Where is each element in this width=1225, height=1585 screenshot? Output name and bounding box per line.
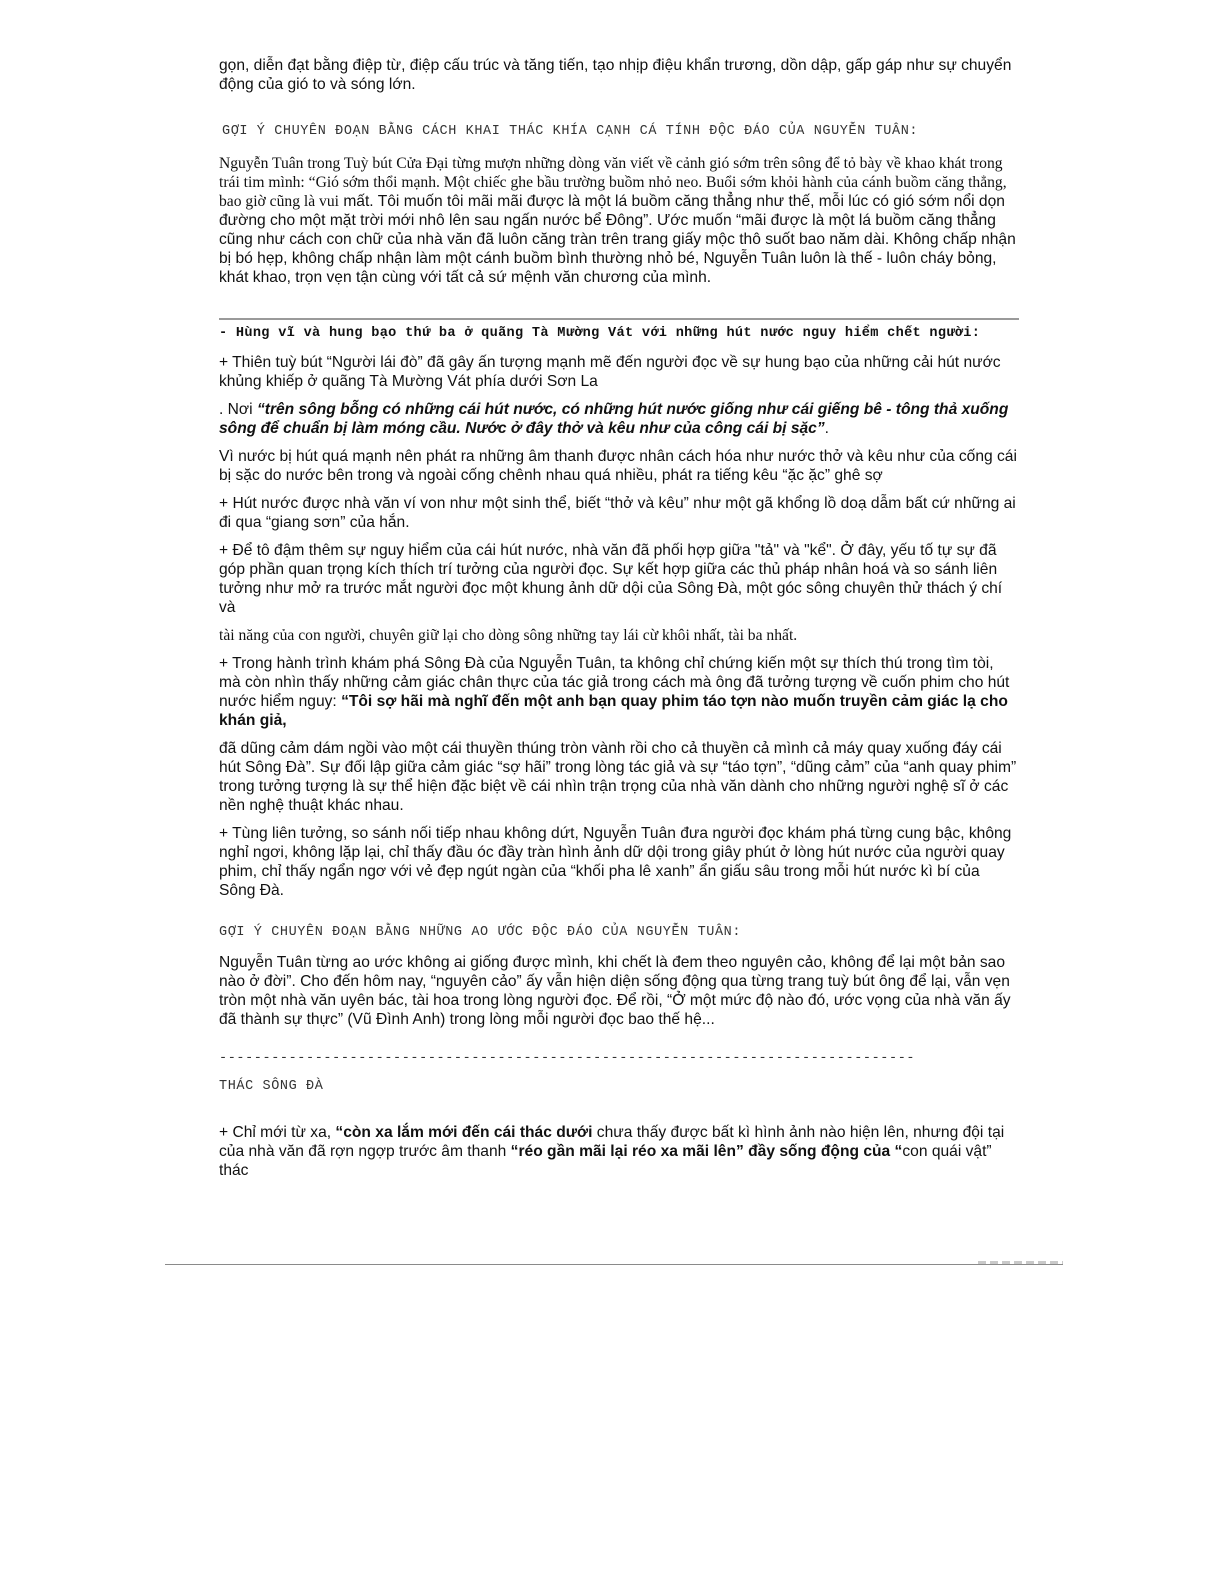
paragraph-noi-prefix: . Nơi [219,401,257,418]
paragraph-thien-tuy-but: + Thiên tuỳ bút “Người lái đò” đã gây ấn tượng mạnh mẽ đến người đọc về sự hung bạo của những cải hút nước khủng khiếp ở quãng Tà Mường Vát phía dưới Sơn La [219,354,1001,390]
paragraph-thac [219,1123,1019,1180]
section-heading-ta-muong-vat: - Hùng vĩ và hung bạo thứ ba ở quãng Tà Mường Vát với những hút nước nguy hiểm chết người: [219,326,981,341]
paragraph-sinh-the: + Hút nước được nhà văn ví von như một sinh thể, biết “thở và kêu” như một gã khổng lồ doạ dẫm bất cứ những ai đi qua “giang sơn” của hắn. [219,495,1016,531]
quote-reo-gan: “réo gần mãi lại réo xa mãi lên” đầy sống động của “ [510,1143,903,1160]
paragraph-nuoc-bi-hut: Vì nước bị hút quá mạnh nên phát ra những âm thanh được nhân cách hóa như nước thở và kêu như của cống cái bị sặc do nước bên trong và ngoài cống chênh nhau quá nhiều, phát ra tiếng kêu “ặc ặc” ghê sợ [219,448,1017,484]
quote-so-hai: “Tôi sợ hãi mà nghĩ đến một anh bạn quay phim táo tợn nào muốn truyền cảm giác lạ cho khán giả, [219,693,1008,729]
paragraph-cua-dai [219,154,1019,287]
paragraph-thac-e: con quái vật” thác [219,1143,992,1179]
paragraph-dung-cam: đã dũng cảm dám ngồi vào một cái thuyền thúng tròn vành rồi cho cả thuyền cả mình cả máy quay xuống đáy cái hút Sông Đà”. Sự đối lập giữa cảm giác “sợ hãi” trong lòng tác giả và sự “táo tợn”, “dũng cảm” của “anh quay phim” trong tưởng tượng là sự thể hiện đặc biệt về cái nhìn trận trọng của nhà văn dành cho những người nghệ sĩ ở các nền nghệ thuật khác nhau. [219,740,1017,814]
dashed-separator: -------------------------------------------------------------------------------- [219,1051,916,1066]
divider-rule [219,318,1019,320]
document-page [219,56,1019,1180]
paragraph-thac-c: chưa thấy được bất kì hình ảnh nào hiện lên, nhưng đội tại của nhà văn đã rợn ngợp trước âm thanh [219,1124,1005,1160]
paragraph-cua-dai-serif: Nguyễn Tuân trong Tuỳ bút Cửa Đại từng mượn những dòng văn viết về cảnh gió sớm trên sông để tỏ bày về khao khát trong trái tim mình: “Gió sớm thổi mạnh. Một chiếc ghe bầu trường buồm nhỏ neo. Buổi sớm khỏi hành của cánh buồm căng thẳng, bao giờ cũng là vui [219,155,1007,210]
paragraph-noi-suffix: . [824,420,829,437]
paragraph-hanh-trinh [219,654,1019,730]
paragraph-hanh-trinh-text: + Trong hành trình khám phá Sông Đà của Nguyễn Tuân, ta không chỉ chứng kiến một sự thích thú trong tìm tòi, mà còn nhìn thấy những cảm giác chân thực của tác giả trong cách mà ông đã tưởng tượng về cuốn phim cho hút nước hiểm nguy: [219,655,1010,710]
paragraph-intro: gọn, diễn đạt bằng điệp từ, điệp cấu trúc và tăng tiến, tạo nhịp điệu khẩn trương, dồn dập, gấp gáp như sự chuyển động của gió to và sóng lớn. [219,57,1012,93]
section-heading-ao-uoc: GỢI Ý CHUYÊN ĐOẠN BẰNG NHỮNG AO ƯỚC ĐỘC ĐÁO CỦA NGUYỄN TUÂN: [219,925,742,940]
quote-thac-duoi: “còn xa lắm mới đến cái thác dưới [335,1124,593,1141]
section-heading-thac-song-da: THÁC SÔNG ĐÀ [219,1079,324,1094]
paragraph-nguyen-cao: Nguyễn Tuân từng ao ước không ai giống được mình, khi chết là đem theo nguyên cảo, không để lại một bản sao nào ở đời”. Cho đến hôm nay, “nguyên cảo” ấy vẫn hiện diện sống động qua từng trang tuỳ bút ông để lại, vẫn vẹn tròn một nhà văn uyên bác, tài hoa trong lòng người đọc. Để rồi, “Ở một mức độ nào đó, ước vọng của nhà văn ấy đã thành sự thực” (Vũ Đình Anh) trong lòng mỗi người đọc bao thế hệ... [219,954,1011,1028]
page-bottom-rule [165,1264,1063,1265]
section-heading-ca-tinh: GỢI Ý CHUYÊN ĐOẠN BẰNG CÁCH KHAI THÁC KHÍA CẠNH CÁ TÍNH ĐỘC ĐÁO CỦA NGUYỄN TUÂN: [222,124,919,139]
paragraph-cua-dai-sans: mất. Tôi muốn tôi mãi mãi được là một lá buồm căng thẳng như thế, mỗi lúc có gió sớm nổi dọn đường cho một mặt trời mới nhô lên sau ngấn nước bể Đông”. Ước muốn “mãi được là một lá buồm căng thẳng cũng như cách con chữ của nhà văn đã luôn căng tràn trên trang giấy mộc thô suốt bao năm dài. Không chấp nhận bị bó hẹp, không chấp nhận làm một cánh buồm bình thường nhỏ bé, Nguyễn Tuân luôn là thế - luôn cháy bỏng, khát khao, trọn vẹn tận cùng với tất cả sứ mệnh văn chương của mình. [219,193,1016,286]
page-bottom-rule-tail [978,1261,1063,1264]
paragraph-tai-nang: tài năng của con người, chuyên giữ lại cho dòng sông những tay lái cừ khôi nhất, tài ba nhất. [219,627,798,644]
paragraph-lien-tuong: + Tùng liên tưởng, so sánh nối tiếp nhau không dứt, Nguyễn Tuân đưa người đọc khám phá từng cung bậc, không nghỉ ngơi, không lặp lại, chỉ thấy đầu óc đầy tràn hình ảnh dữ dội trong giây phút ở lòng hút nước của người quay phim, chỉ thấy ngẩn ngơ với vẻ đẹp ngút ngàn của “khối pha lê xanh” ẩn giấu sâu trong mỗi hút nước kì bí của Sông Đà. [219,825,1012,899]
paragraph-ta-va-ke: + Để tô đậm thêm sự nguy hiểm của cái hút nước, nhà văn đã phối hợp giữa "tả" và "kể". Ở đây, yếu tố tự sự đã góp phần quan trọng kích thích trí tưởng của người đọc. Sự kết hợp giữa các thủ pháp nhân hoá và so sánh liên tưởng như mở ra trước mắt người đọc một khung ảnh dữ dội của Sông Đà, một góc sông chuyên thử thách ý chí và [219,542,1003,616]
paragraph-thac-a: + Chỉ mới từ xa, [219,1124,336,1141]
quote-hut-nuoc: “trên sông bỗng có những cái hút nước, có những hút nước giống như cái giếng bê - tông thả xuống sông để chuẩn bị làm móng cầu. Nước ở đây thở và kêu như của công cái bị sặc” [219,401,1009,437]
paragraph-noi-tren-song [219,400,1019,438]
